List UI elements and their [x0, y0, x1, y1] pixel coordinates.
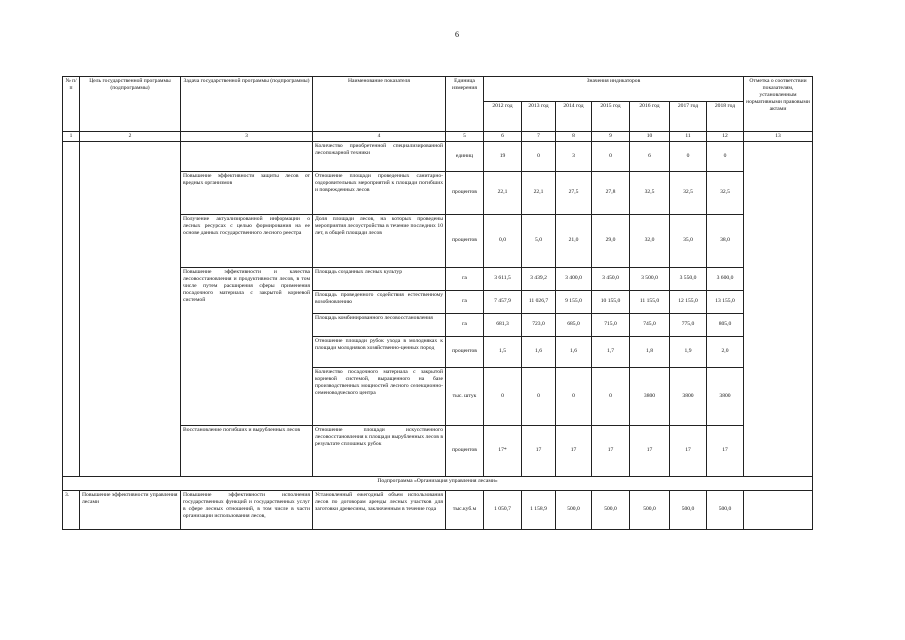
year-2014: 2014 год: [556, 102, 592, 132]
table-row: [63, 490, 813, 529]
value-cell: 3800: [670, 367, 707, 425]
value-cell: 17: [670, 425, 707, 476]
value-cell: 3 400,0: [556, 267, 592, 290]
value-cell: 1,5: [484, 336, 522, 367]
row-number-cell: 3.: [63, 490, 80, 529]
value-cell: 3 450,0: [592, 267, 630, 290]
value-cell: 0: [592, 141, 630, 171]
page-number: 6: [455, 30, 459, 39]
unit-cell: га: [446, 290, 484, 313]
value-cell: 500,0: [556, 490, 592, 529]
value-cell: 3 611,5: [484, 267, 522, 290]
value-cell: 1,9: [670, 336, 707, 367]
value-cell: 27,5: [556, 171, 592, 214]
goal-cell: Повышение эффективности управления лесами: [80, 490, 181, 529]
header-mark: Отметка о соответствии показателям, установленным нормативными правовыми актами: [744, 77, 813, 132]
value-cell: 38,0: [707, 214, 744, 267]
colnum: 1: [63, 132, 80, 142]
year-2012: 2012 год: [484, 102, 522, 132]
indicator-cell: Отношение площади искусственного лесовосстановления к площади вырубленных лесов в результате сплошных рубок: [313, 425, 446, 476]
unit-cell: процентов: [446, 336, 484, 367]
colnum: 12: [707, 132, 744, 142]
value-cell: 21,0: [556, 214, 592, 267]
value-cell: 17: [630, 425, 670, 476]
unit-cell: процентов: [446, 425, 484, 476]
colnum: 10: [630, 132, 670, 142]
value-cell: 3800: [707, 367, 744, 425]
value-cell: 0,0: [484, 214, 522, 267]
unit-cell: единиц: [446, 141, 484, 171]
task-cell: Повышение эффективности исполнения государственных функций и государственных услуг в сфере лесных отношений, в том числе в части организации использования лесов,: [181, 490, 313, 529]
indicator-cell: Количество приобретенной специализированной лесопожарной техники: [313, 141, 446, 171]
value-cell: 9 155,0: [556, 290, 592, 313]
header-no: № п/п: [63, 77, 80, 132]
value-cell: 32,5: [707, 171, 744, 214]
value-cell: 0: [522, 367, 556, 425]
value-cell: 1,7: [592, 336, 630, 367]
value-cell: 11 026,7: [522, 290, 556, 313]
value-cell: 681,3: [484, 313, 522, 336]
value-cell: 17: [592, 425, 630, 476]
year-2018: 2018 год: [707, 102, 744, 132]
value-cell: 775,0: [670, 313, 707, 336]
value-cell: 3 600,0: [707, 267, 744, 290]
header-unit: Единица измерения: [446, 77, 484, 132]
value-cell: 1,6: [556, 336, 592, 367]
header-values: Значения индикаторов: [484, 77, 744, 102]
year-2017: 2017 год: [670, 102, 707, 132]
value-cell: 22,1: [522, 171, 556, 214]
unit-cell: тыс.куб.м: [446, 490, 484, 529]
value-cell: 29,0: [592, 214, 630, 267]
value-cell: 0: [670, 141, 707, 171]
year-2013: 2013 год: [522, 102, 556, 132]
value-cell: 805,0: [707, 313, 744, 336]
colnum: 6: [484, 132, 522, 142]
header-indicator: Наименование показателя: [313, 77, 446, 132]
value-cell: 27,8: [592, 171, 630, 214]
colnum: 3: [181, 132, 313, 142]
value-cell: 3 550,0: [670, 267, 707, 290]
value-cell: 13 155,0: [707, 290, 744, 313]
value-cell: 32,5: [630, 171, 670, 214]
value-cell: 17: [522, 425, 556, 476]
value-cell: 0: [592, 367, 630, 425]
value-cell: 685,0: [556, 313, 592, 336]
table-row: [63, 141, 813, 171]
value-cell: 1,6: [522, 336, 556, 367]
colnum: 4: [313, 132, 446, 142]
unit-cell: тыс. штук: [446, 367, 484, 425]
unit-cell: га: [446, 267, 484, 290]
value-cell: 0: [522, 141, 556, 171]
subprogram-row: [63, 476, 813, 490]
indicator-cell: Площадь комбинированного лесовосстановления: [313, 313, 446, 336]
unit-cell: процентов: [446, 171, 484, 214]
value-cell: 715,0: [592, 313, 630, 336]
indicator-cell: Установленный ежегодный объем использования лесов по договорам аренды лесных участков для заготовки древесины, заключенным в течение года: [313, 490, 446, 529]
task-cell: Повышение эффективности и качества лесовосстановления и продуктивности лесов, в том числе путем расширения сферы применения посадочного материала с закрытой корневой системой: [181, 267, 313, 425]
value-cell: 22,1: [484, 171, 522, 214]
value-cell: 500,0: [670, 490, 707, 529]
value-cell: 10 155,0: [592, 290, 630, 313]
colnum: 11: [670, 132, 707, 142]
value-cell: 19: [484, 141, 522, 171]
value-cell: 500,0: [630, 490, 670, 529]
value-cell: 3800: [630, 367, 670, 425]
colnum: 2: [80, 132, 181, 142]
value-cell: 7 457,9: [484, 290, 522, 313]
indicator-cell: Доля площади лесов, на которых проведены мероприятия лесоустройства в течение последних 10 лет, в общей площади лесов: [313, 214, 446, 267]
value-cell: 2,0: [707, 336, 744, 367]
value-cell: 500,0: [707, 490, 744, 529]
task-cell: Получение актуализированной информации о лесных ресурсах с целью формирования на ее основе данных государственного лесного реестра: [181, 214, 313, 267]
task-cell: Повышение эффективности защиты лесов от вредных организмов: [181, 171, 313, 214]
column-numbers-row: [63, 132, 813, 142]
value-cell: 6: [630, 141, 670, 171]
task-cell: Восстановление погибших и вырубленных лесов: [181, 425, 313, 476]
indicator-cell: Отношение площади рубок ухода в молодняках к площади молодняков хозяйственно-ценных пород: [313, 336, 446, 367]
value-cell: 3: [556, 141, 592, 171]
value-cell: 3 500,0: [630, 267, 670, 290]
value-cell: 1 050,7: [484, 490, 522, 529]
value-cell: 3 439,2: [522, 267, 556, 290]
value-cell: 1 158,9: [522, 490, 556, 529]
indicator-cell: Количество посадочного материала с закрытой корневой системой, выращенного на базе производственных мощностей лесного селекционно-семеноводческого центра: [313, 367, 446, 425]
value-cell: 0: [484, 367, 522, 425]
value-cell: 17: [707, 425, 744, 476]
value-cell: 745,0: [630, 313, 670, 336]
value-cell: 5,0: [522, 214, 556, 267]
value-cell: 17*: [484, 425, 522, 476]
value-cell: 32,0: [630, 214, 670, 267]
indicator-cell: Площадь проведенного содействия естественному возобновлению: [313, 290, 446, 313]
unit-cell: процентов: [446, 214, 484, 267]
year-2016: 2016 год: [630, 102, 670, 132]
value-cell: 500,0: [592, 490, 630, 529]
value-cell: 1,8: [630, 336, 670, 367]
year-2015: 2015 год: [592, 102, 630, 132]
colnum: 13: [744, 132, 813, 142]
colnum: 5: [446, 132, 484, 142]
value-cell: 723,0: [522, 313, 556, 336]
unit-cell: га: [446, 313, 484, 336]
value-cell: 17: [556, 425, 592, 476]
value-cell: 0: [556, 367, 592, 425]
header-task: Задача государственной программы (подпрограммы): [181, 77, 313, 132]
header-goal: Цель государственной программы (подпрограммы): [80, 77, 181, 132]
indicator-cell: Отношение площади проведенных санитарно-оздоровительных мероприятий к площади погибших и поврежденных лесов: [313, 171, 446, 214]
value-cell: 0: [707, 141, 744, 171]
subprogram-title: Подпрограмма «Организация управления лесами»: [63, 476, 813, 490]
value-cell: 32,5: [670, 171, 707, 214]
colnum: 8: [556, 132, 592, 142]
value-cell: 12 155,0: [670, 290, 707, 313]
colnum: 9: [592, 132, 630, 142]
indicator-cell: Площадь созданных лесных культур: [313, 267, 446, 290]
colnum: 7: [522, 132, 556, 142]
value-cell: 35,0: [670, 214, 707, 267]
header-row: [63, 77, 813, 102]
value-cell: 11 155,0: [630, 290, 670, 313]
indicators-table: [62, 76, 813, 530]
